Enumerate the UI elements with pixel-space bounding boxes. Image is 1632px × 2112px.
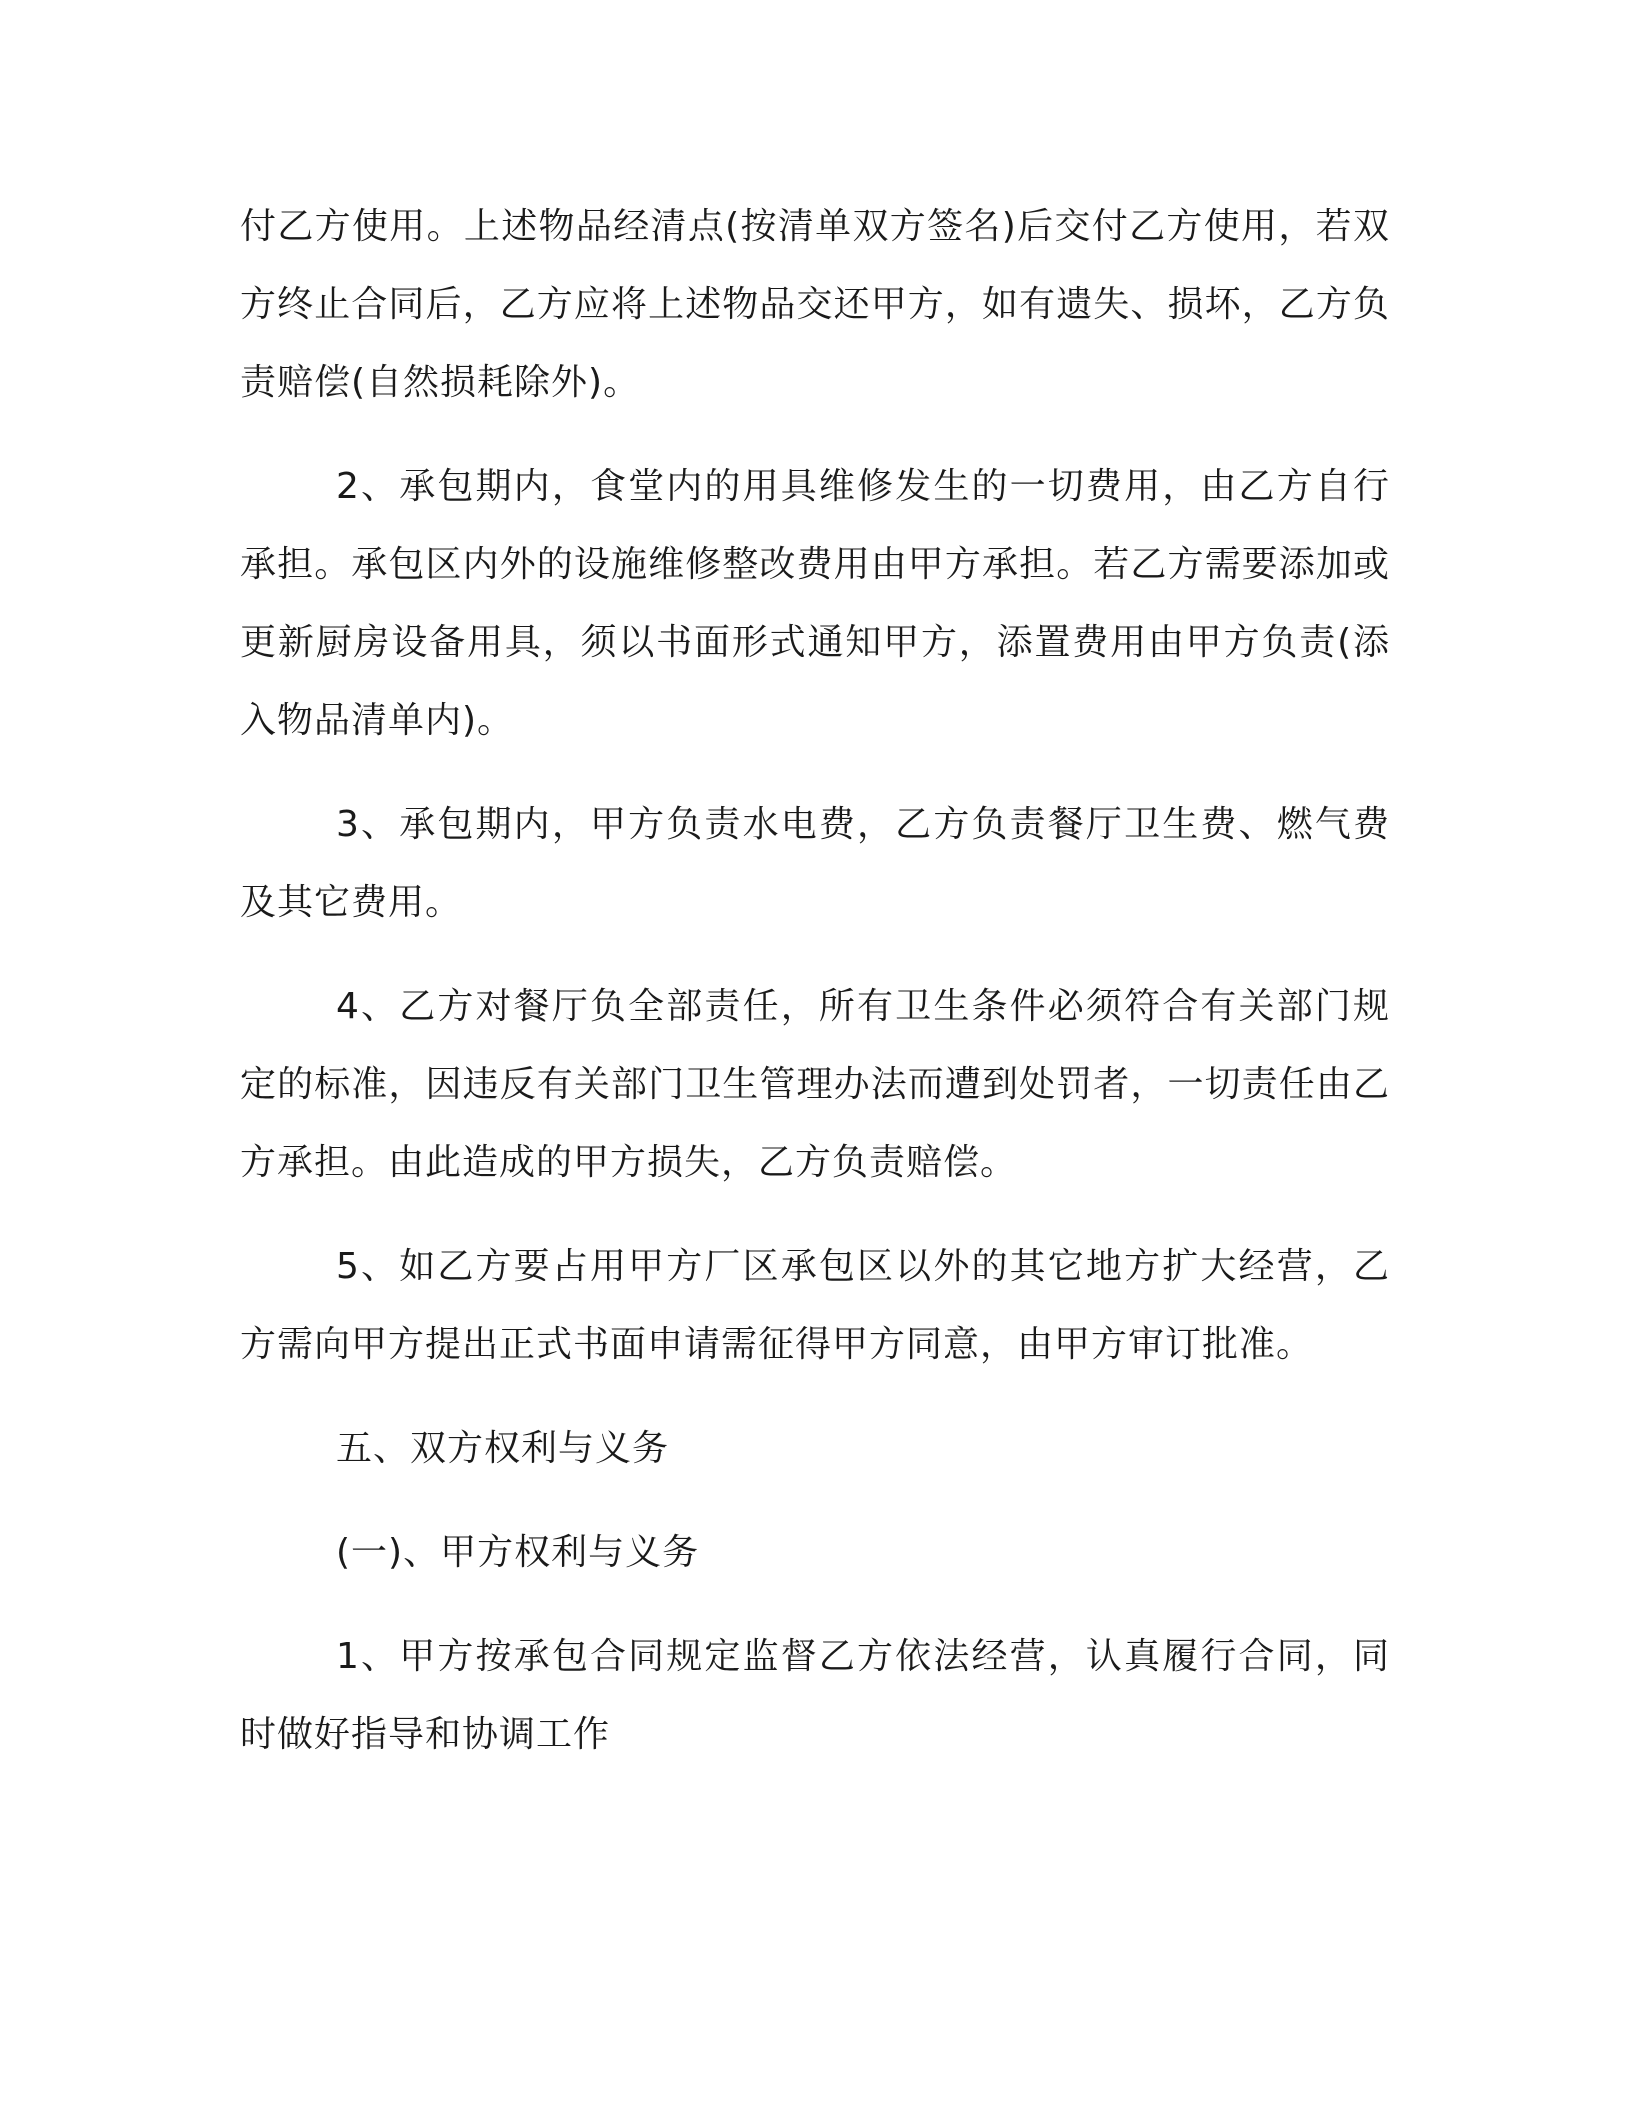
paragraph-clause-5: 5、如乙方要占用甲方厂区承包区以外的其它地方扩大经营，乙方需向甲方提出正式书面申请需征得甲方同意，由甲方审订批准。 [240, 1246, 1390, 1365]
subsection-heading-1: (一)、甲方权利与义务 [336, 1532, 700, 1573]
section-heading-5: 五、双方权利与义务 [336, 1428, 670, 1469]
paragraph-clause-2: 2、承包期内，食堂内的用具维修发生的一切费用，由乙方自行承担。承包区内外的设施维修整改费用由甲方承担。若乙方需要添加或更新厨房设备用具，须以书面形式通知甲方，添置费用由甲方负责(添入物品清单内)。 [240, 466, 1390, 741]
paragraph-clause-3: 3、承包期内，甲方负责水电费，乙方负责餐厅卫生费、燃气费及其它费用。 [240, 804, 1390, 923]
document-body [240, 188, 1390, 1800]
paragraph-clause-4: 4、乙方对餐厅负全部责任，所有卫生条件必须符合有关部门规定的标准，因违反有关部门卫生管理办法而遭到处罚者，一切责任由乙方承担。由此造成的甲方损失，乙方负责赔偿。 [240, 986, 1390, 1183]
paragraph-party-a-clause-1: 1、甲方按承包合同规定监督乙方依法经营，认真履行合同，同时做好指导和协调工作 [240, 1636, 1390, 1755]
paragraph-continuation: 付乙方使用。上述物品经清点(按清单双方签名)后交付乙方使用，若双方终止合同后，乙方应将上述物品交还甲方，如有遗失、损坏，乙方负责赔偿(自然损耗除外)。 [240, 206, 1390, 403]
